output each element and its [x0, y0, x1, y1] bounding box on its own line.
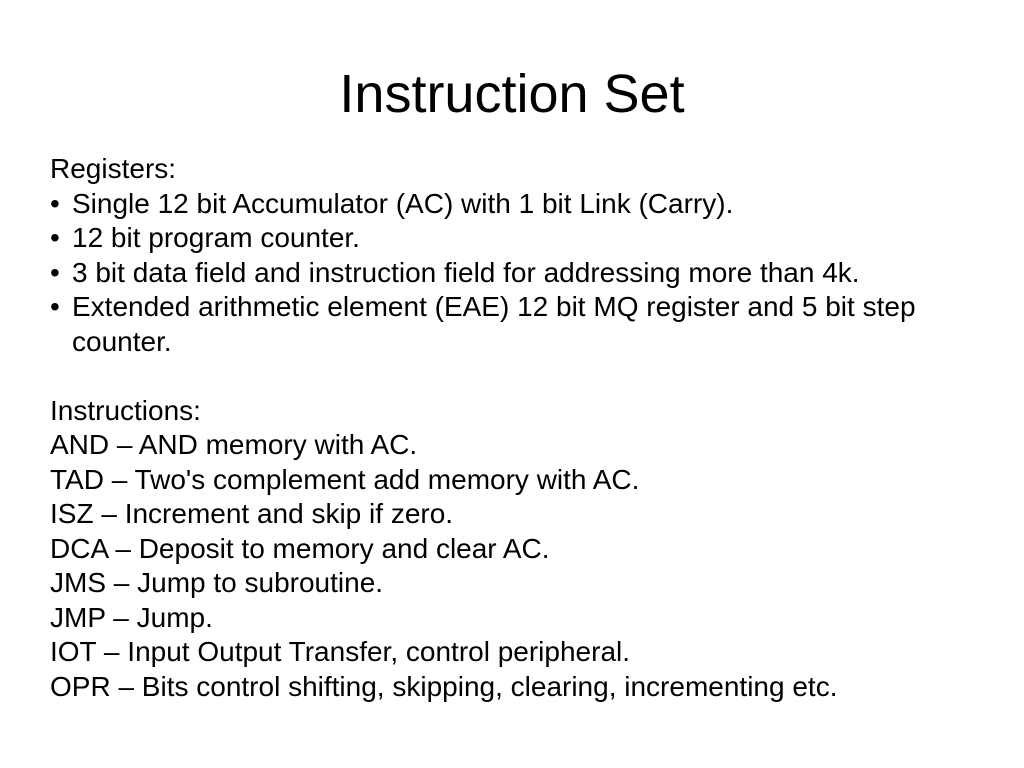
- instruction-tad: TAD – Two's complement add memory with AC.: [50, 463, 640, 495]
- registers-list: [50, 187, 970, 360]
- slide-title: Instruction Set: [339, 64, 685, 124]
- register-item-text: 3 bit data field and instruction field for addressing more than 4k.: [72, 256, 860, 288]
- registers-heading: Registers:: [50, 153, 177, 184]
- bullet-icon: •: [50, 291, 60, 322]
- register-item-data-field: [50, 256, 970, 291]
- register-item-eae: [50, 290, 970, 359]
- instruction-isz: ISZ – Increment and skip if zero.: [50, 498, 454, 529]
- instruction-opr: OPR – Bits control shifting, skipping, clearing, incrementing etc.: [50, 670, 838, 702]
- register-item-text: Single 12 bit Accumulator (AC) with 1 bit Link (Carry).: [72, 187, 734, 219]
- register-item-program-counter: [50, 221, 970, 256]
- instruction-jmp: JMP – Jump.: [50, 601, 213, 633]
- register-item-accumulator: [50, 187, 970, 222]
- register-item-text: 12 bit program counter.: [72, 222, 360, 253]
- instruction-iot: IOT – Input Output Transfer, control peripheral.: [50, 636, 631, 667]
- slide-content: [50, 152, 970, 704]
- bullet-icon: •: [50, 256, 60, 288]
- bullet-icon: •: [50, 222, 60, 253]
- bullet-icon: •: [50, 187, 60, 219]
- register-item-text: Extended arithmetic element (EAE) 12 bit MQ register and 5 bit step counter.: [72, 291, 916, 357]
- instruction-dca: DCA – Deposit to memory and clear AC.: [50, 532, 550, 564]
- instruction-and: AND – AND memory with AC.: [50, 429, 418, 460]
- instruction-jms: JMS – Jump to subroutine.: [50, 567, 384, 598]
- instructions-heading: Instructions:: [50, 394, 201, 426]
- section-spacer: [50, 359, 970, 394]
